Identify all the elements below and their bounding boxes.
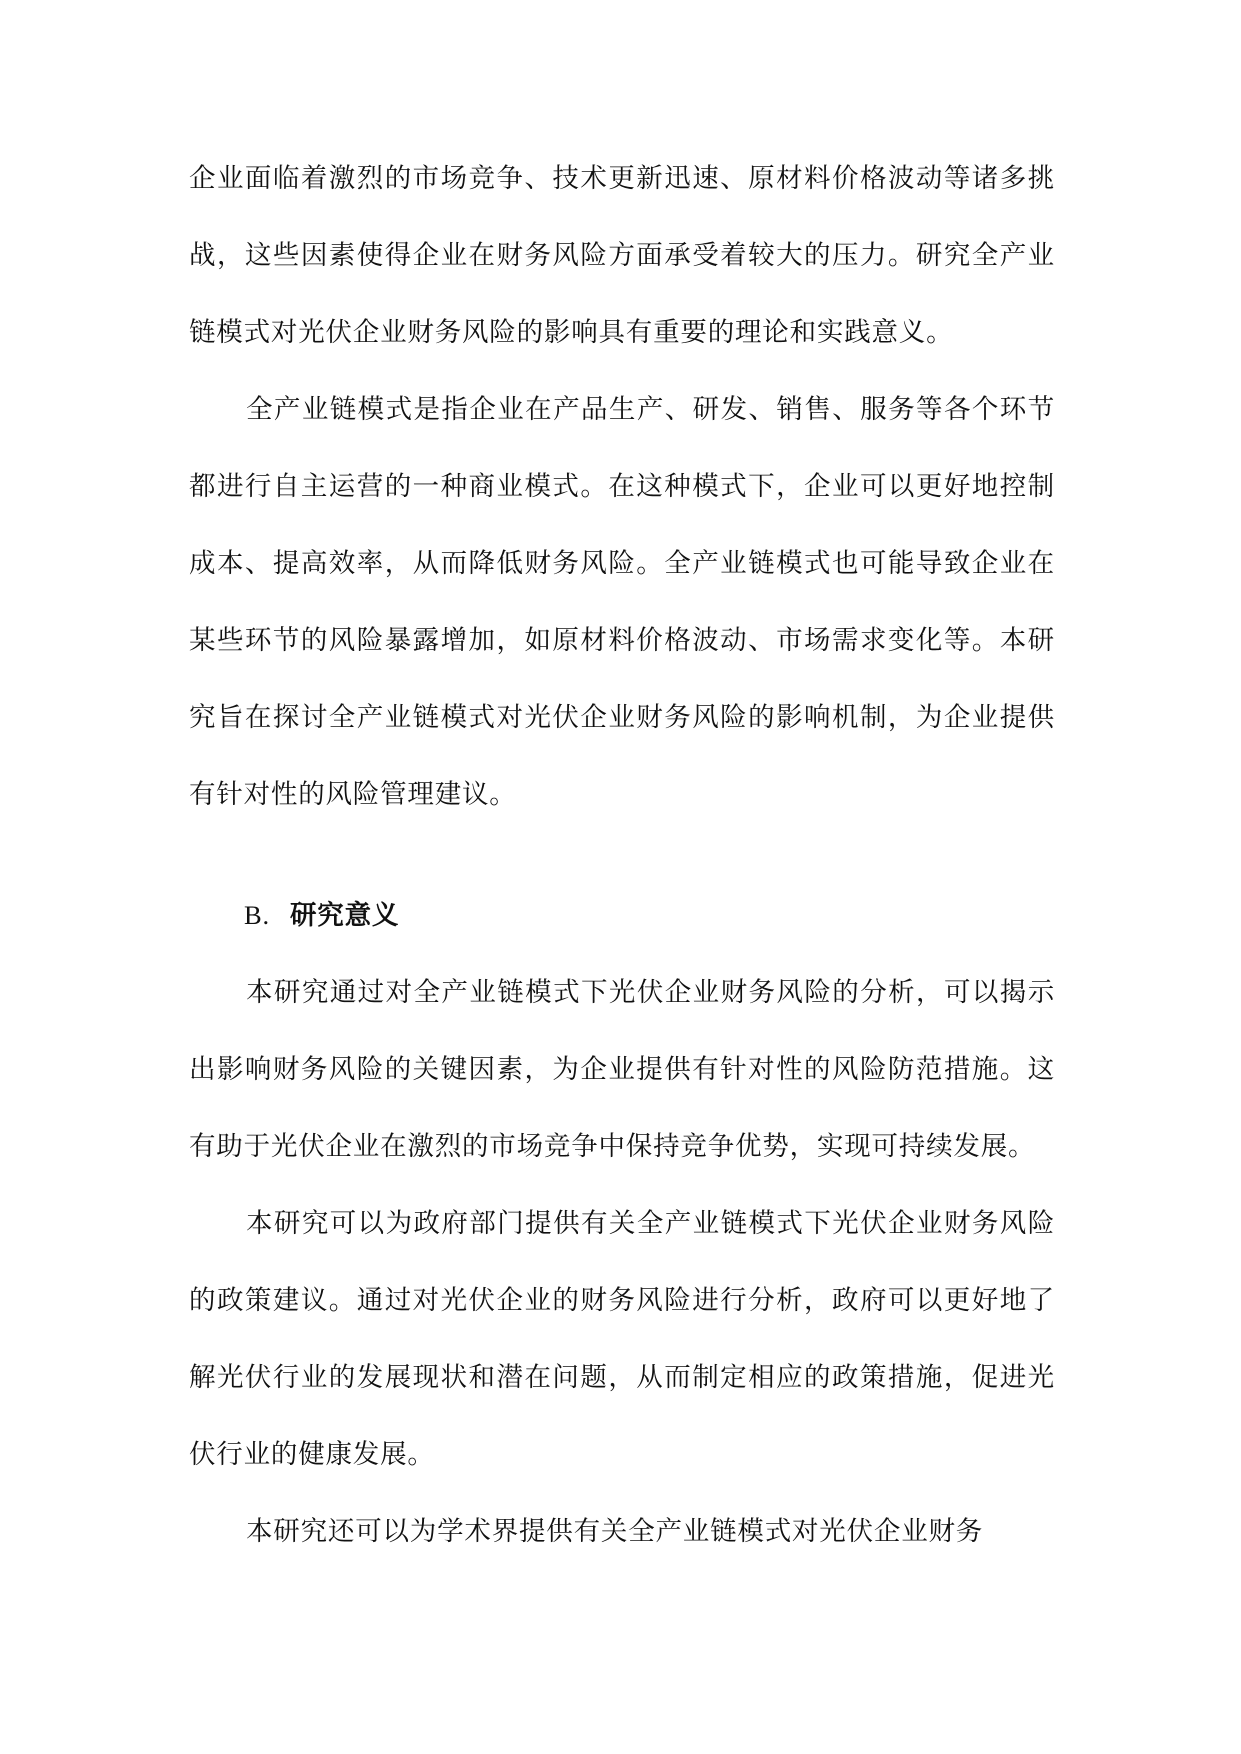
section-number: B. xyxy=(244,900,270,930)
paragraph-significance-government: 本研究可以为政府部门提供有关全产业链模式下光伏企业财务风险的政策建议。通过对光伏企业的财务风险进行分析，政府可以更好地了解光伏行业的发展现状和潜在问题，从而制定相应的政策措施，促进光伏行业的健康发展。 xyxy=(189,1208,1055,1470)
paragraph-significance-enterprise: 本研究通过对全产业链模式下光伏企业财务风险的分析，可以揭示出影响财务风险的关键因素，为企业提供有针对性的风险防范措施。这有助于光伏企业在激烈的市场竞争中保持竞争优势，实现可持续发展。 xyxy=(189,977,1055,1162)
paragraph-full-chain-definition: 全产业链模式是指企业在产品生产、研发、销售、服务等各个环节都进行自主运营的一种商业模式。在这种模式下，企业可以更好地控制成本、提高效率，从而降低财务风险。全产业链模式也可能导致企业在某些环节的风险暴露增加，如原材料价格波动、市场需求变化等。本研究旨在探讨全产业链模式对光伏企业财务风险的影响机制，为企业提供有针对性的风险管理建议。 xyxy=(189,394,1055,810)
section-title: 研究意义 xyxy=(290,900,400,931)
section-heading xyxy=(189,877,1055,954)
document-body xyxy=(189,140,1055,1570)
paragraph-intro-continued: 企业面临着激烈的市场竞争、技术更新迅速、原材料价格波动等诸多挑战，这些因素使得企业在财务风险方面承受着较大的压力。研究全产业链模式对光伏企业财务风险的影响具有重要的理论和实践意义。 xyxy=(189,163,1055,348)
paragraph-significance-academia: 本研究还可以为学术界提供有关全产业链模式对光伏企业财务 xyxy=(246,1516,984,1547)
